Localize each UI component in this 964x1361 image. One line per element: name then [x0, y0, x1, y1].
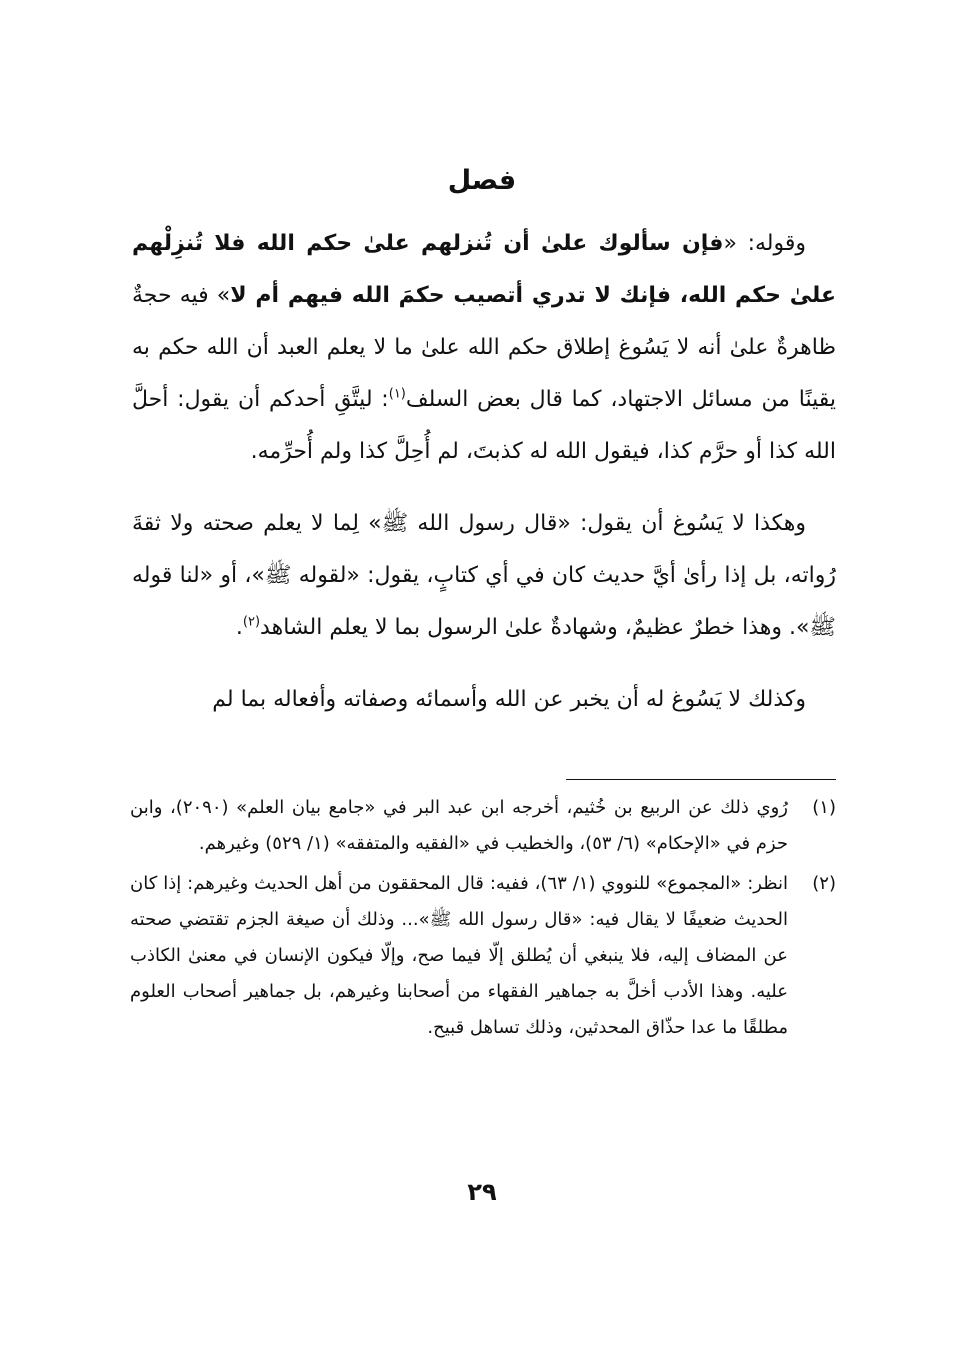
- paragraph-3: [132, 674, 836, 726]
- paragraph-2-tail: .: [235, 615, 243, 640]
- footnote-ref-1[interactable]: (١): [388, 386, 406, 402]
- main-text: [132, 218, 836, 746]
- hadith-quote: فإن سألوك علىٰ أن تُنزلهم علىٰ حكم الله فلا تُنزِلْهم علىٰ حكم الله، فإنك لا تدري أتصيب حكمَ الله فيهم أم لا: [132, 231, 836, 308]
- footnote-separator: [566, 779, 836, 780]
- paragraph-2-text: وهكذا لا يَسُوغ أن يقول: «قال رسول الله ﷺ» لِما لا يعلم صحته ولا ثقةَ رُواته، بل إذا رأىٰ أيَّ حديث كان في أي كتابٍ، يقول: «لقوله ﷺ»، أو «لنا قوله ﷺ». وهذا خطرٌ عظيمٌ، وشهادةٌ علىٰ الرسول بما لا يعلم الشاهد: [132, 511, 836, 640]
- footnote-2: [130, 866, 836, 1046]
- footnote-text: انظر: «المجموع» للنووي (١/ ٦٣)، ففيه: قال المحققون من أهل الحديث وغيرهم: إذا كان الحديث ضعيفًا لا يقال فيه: «قال رسول الله ﷺ»... وذلك أن صيغة الجزم تقتضي صحته عن المضاف إليه، فلا ينبغي أن يُطلق إلّا فيما صح، وإلّا فيكون الإنسان في معنىٰ الكاذب عليه. وهذا الأدب أخلَّ به جماهير الفقهاء من أصحابنا وغيرهم، بل جماهير أصحاب العلوم مطلقًا ما عدا حذّاق المحدثين، وذلك تساهل قبيح.: [130, 873, 788, 1038]
- footnote-ref-2[interactable]: (٢): [242, 614, 261, 630]
- section-title: فصل: [447, 165, 517, 196]
- paragraph-1: [132, 218, 836, 478]
- footnote-text: رُوي ذلك عن الربيع بن خُثيم، أخرجه ابن عبد البر في «جامع بيان العلم» (٢٠٩٠)، وابن حزم في «الإحكام» (٦/ ٥٣)، والخطيب في «الفقيه والمتفقه» (١/ ٥٢٩) وغيرهم.: [130, 797, 788, 854]
- paragraph-2: [132, 498, 836, 654]
- paragraph-1-tail: : ليتَّقِ أحدكم أن يقول: أحلَّ الله كذا أو حرَّم كذا، فيقول الله له كذبتَ، لم أُحِلَّ كذا ولم أُحرِّمه.: [132, 387, 836, 464]
- paragraph-1-intro: وقوله: «: [723, 231, 806, 256]
- page-number: ٢٩: [467, 1178, 497, 1206]
- footnote-number: (١): [812, 797, 836, 818]
- footnote-1: [130, 790, 836, 862]
- paragraph-3-text: وكذلك لا يَسُوغ له أن يخبر عن الله وأسمائه وصفاته وأفعاله بما لم: [212, 687, 806, 712]
- footnotes: [130, 790, 836, 1050]
- footnote-number: (٢): [812, 873, 836, 894]
- paragraph-1-rest: » فيه حجةٌ ظاهرةٌ علىٰ أنه لا يَسُوغ إطلاق حكم الله علىٰ ما لا يعلم العبد أن الله حكم به يقينًا من مسائل الاجتهاد، كما قال بعض السلف: [132, 283, 836, 412]
